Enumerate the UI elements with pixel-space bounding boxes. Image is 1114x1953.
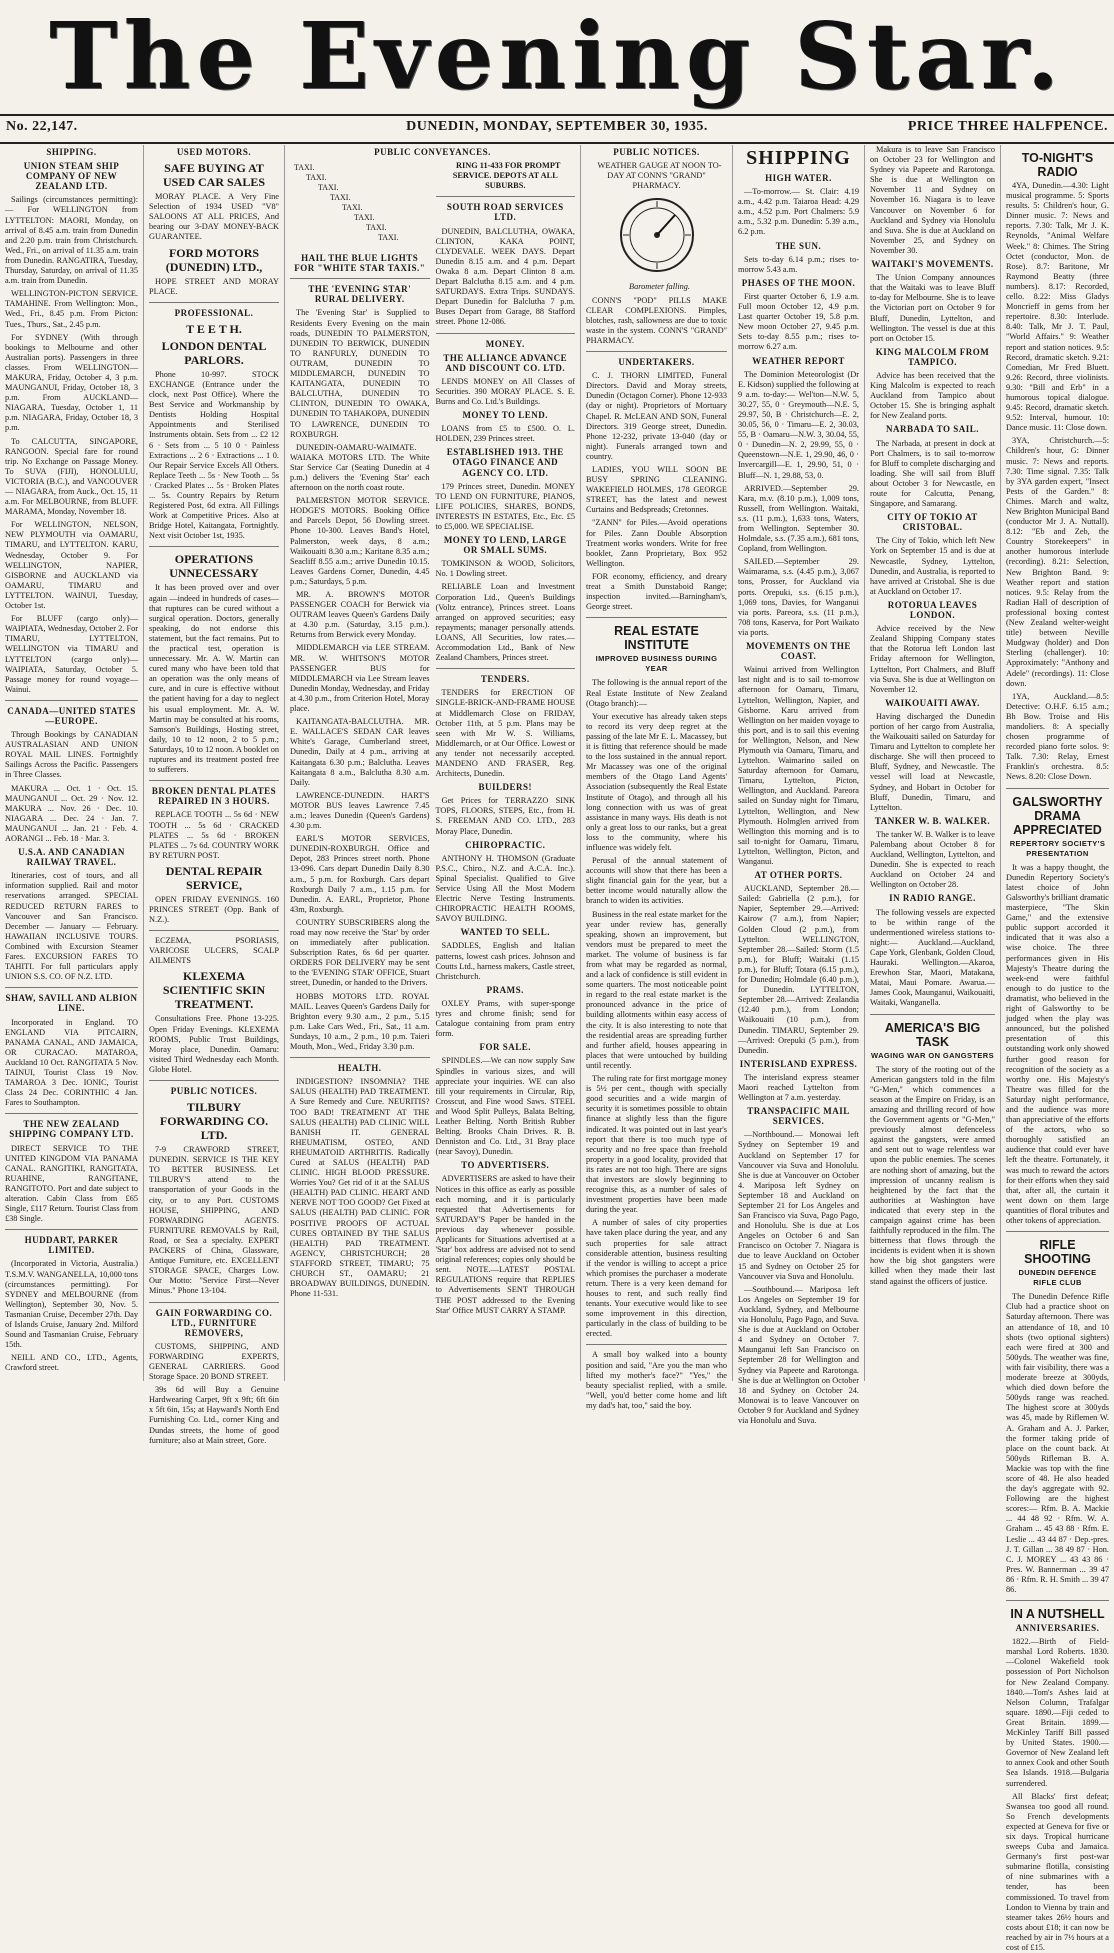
section-heading: NARBADA TO SAIL.: [886, 424, 979, 435]
article-paragraph: 39s 6d will Buy a Genuine Hardwearing Carpet, 9ft x 9ft; 6ft 6in x 5ft 6in, 15s; at Hayward's North End Furnishing Co. Ltd., corner King and Dundas streets, the home of good furniture; also at Main street, Gore.: [149, 1385, 279, 1445]
ad-heading: CANADA—UNITED STATES—EUROPE.: [7, 705, 136, 726]
article-paragraph: A number of sales of city properties have taken place during the year, and any such properties for sale attract considerable attention, business resulting if the vendor is willing to accept a price which promises the purchaser a moderate return. There is a very keen demand for houses to rent, and such really find tenants. Your executive would like to see some improvement in this direction, particularly in the class of building to be erected.: [586, 1218, 727, 1339]
section-heading: CHIROPRACTIC.: [465, 839, 546, 850]
article-paragraph: Incorporated in England. TO ENGLAND VIA PITCAIRN, PANAMA CANAL, AND JAMAICA, OR CURACAO. MATAROA, Auckland 10 Oct. RANGITATA 5 Nov. TAINUI, Tourist Class 19 Nov. TAMAROA 3 Dec. IONIC, Tourist Class 24 Dec. CORINTHIC 4 Jan. Fares to Southampton.: [5, 1017, 138, 1108]
article-headline: GALSWORTHY DRAMA APPRECIATED: [1012, 794, 1103, 837]
article-paragraph: The following vessels are expected to be within range of the undermentioned wireless stations to-night:— Auckland.—Auckland, Cape York, Glenbank, Golden Cloud, Hauraki. Wellington.—Akaroa, Erewhon Star, Maori, Matakana, Matai, Maui Pomare. Awarua.—James Cook, Maunganui, Waikouaiti, Waitaki, Wanganella.: [870, 907, 995, 1008]
ad-headline: LONDON DENTAL PARLORS.: [161, 338, 267, 367]
article-paragraph: 1822.—Birth of Field-marshal Lord Roberts. 1830.—Colonel Wakefield took possession of Port Nicholson for New Zealand Company. 1840.—Tom's Ashes laid at Nelson Column, Trafalgar square. 1890.—Fiji ceded to Great Britain. 1899.—McKinley Tariff Bill passed by United States. 1900.—Governor of New Zealand left to annex Cook and other South Sea Islands. 1918.—Bulgaria surrendered.: [1006, 1637, 1110, 1788]
article-paragraph: REPLACE TOOTH ... 5s 6d · NEW TOOTH ... 5s 6d · CRACKED PLATES ... 5s 6d · BROKEN PLATES ... 7s 6d. COUNTRY WORK BY RETURN POST.: [149, 810, 279, 860]
masthead-title: The Evening Star.: [49, 2, 1065, 110]
article-paragraph: HOBBS MOTORS LTD. ROYAL MAIL. Leaves Queen's Gardens Daily for Brighton every 9.30 a.m., 2 p.m., 5.15 p.m. Lake Cars Wed., Fri., Sat., 11 a.m. Sundays, 10 a.m., 2 p.m., 10 p.m. Taieri Mouth, Mon., Wed., Friday 3.30 p.m.: [290, 991, 430, 1052]
ad-heading: THE NEW ZEALAND SHIPPING COMPANY LTD.: [9, 1119, 134, 1140]
divider: [149, 302, 279, 303]
weather-gauge-notice: WEATHER GAUGE AT NOON TO-DAY AT CONN'S "GRAND" PHARMACY.: [597, 161, 722, 191]
column-shipping-news: [732, 145, 864, 1425]
article-subheadline: REPERTORY SOCIETY'S PRESENTATION: [1009, 838, 1106, 858]
ad-headline: T E E T H.: [186, 321, 242, 336]
taxi-slogan: HAIL THE BLUE LIGHTS FOR "WHITE STAR TAXIS.": [294, 253, 426, 274]
article-paragraph: Advice has been received that the King Malcolm is expected to reach Auckland from Tampico about October 15. She is bringing asphalt for New Zealand ports.: [870, 370, 995, 421]
section-heading: WANTED TO SELL.: [460, 927, 550, 938]
divider: [1006, 788, 1109, 789]
article-paragraph: Perusal of the annual statement of accounts will show that there has been a slight financial gain for the year, but a better income would naturally allow the branch to widen its activities.: [586, 856, 727, 906]
issue-date: DUNEDIN, MONDAY, SEPTEMBER 30, 1935.: [406, 119, 708, 134]
article-paragraph: Sets to-day 6.14 p.m.; rises to-morrow 5.43 a.m.: [738, 254, 859, 274]
ad-heading: UNION STEAM SHIP COMPANY OF NEW ZEALAND LTD.: [23, 161, 120, 192]
article-paragraph: ANTHONY H. THOMSON (Graduate P.S.C., Chiro., N.Z. and A.C.A. Inc.). Spinal Specialist. Qualified to Give Service Using All the Most Modern Electric Nerve Testing Instruments. CHIROPRACTIC HEALTH ROOMS, SAVOY BUILDING.: [435, 853, 575, 924]
article-paragraph: INDIGESTION? INSOMNIA? THE SALUS (HEALTH) PAD TREATMENT. A Sure Remedy and Cure. NEURITIS? TOO BAD! TREATMENT AT THE SALUS (HEALTH) PAD CLINIC WILL BANISH IT. GENERAL RHEUMATISM, OSTEO, AND RHEUMATOID ARTHRITIS. Radically Cured at SALUS (HEALTH) PAD CLINIC. HIGH BLOOD PRESSURE. Worries You? Get rid of it at the SALUS (HEALTH) PAD CLINIC. HEART AND NERVE NOT TOO GOOD? Get Fixed at SALUS (HEALTH) PAD CLINIC. FOR POSITIVE PROOFS OF ACTUAL CURES OBTAINED BY THE SALUS (HEALTH) PAD TREATMENT. AGENCY, CHRISTCHURCH; 28 STAFFORD STREET, TIMARU; 75 CHURCH ST., OAMARU; 21 BROADWAY BUILDINGS, DUNEDIN. Phone 11-531.: [290, 1077, 430, 1299]
divider: [5, 987, 138, 988]
column-public-notices: [580, 145, 732, 1410]
article-paragraph: To CALCUTTA, SINGAPORE, RANGOON. Special fare for round trip. No Exchange on Passage Money. To SUVA (FIJI), HONOLULU, VICTORIA (B.C.), and VANCOUVER— NIAGARA, from Auck., Oct. 15, 11 a.m. For MELBOURNE, from BLUFF. MARAMA, Monday, November 18.: [5, 436, 138, 517]
barometer-dial: [586, 195, 727, 278]
section-heading: KING MALCOLM FROM TAMPICO.: [875, 346, 990, 367]
article-paragraph: DUNEDIN, BALCLUTHA, OWAKA, CLINTON, KAKA POINT, CLYDEVALE. WEEK DAYS. Depart Dunedin 8.15 a.m. and 4 p.m. Depart Owaka 8 a.m. Depart Clinton 8 a.m. Depart Balclutha 8.15 a.m. and 4 p.m. SATURDAYS. Extra Trips. SUNDAYS. Depart Dunedin for Balclutha 7 p.m. Buses Depart from Garage, 88 Stafford street. Phone 12-086.: [435, 226, 575, 327]
sailing-table: MAKURA ... Oct. 1 · Oct. 15. MAUNGANUI ... Oct. 29 · Nov. 12. MAKURA ... Nov. 26 · Dec. 10. NIAGARA ... Dec. 24 · Jan. 7. MAUNGANUI ... Jan. 21 · Feb. 4. AORANGI ... Feb. 18 · Mar. 3.: [5, 783, 138, 843]
article-paragraph: CONN'S "POD" PILLS MAKE CLEAR COMPLEXIONS. Pimples, blotches, rash, sallowness are due to toxic waste in the system. CONN'S "GRAND" PHARMACY.: [586, 295, 727, 345]
article-paragraph: PALMERSTON MOTOR SERVICE. HODGE'S MOTORS. Booking Office and Parcels Depot, 56 Dowling street. Phone 10-300. Leaves Band's Hotel, Palmerston, week days, 8 a.m.; Waikouaiti 8.30 a.m.; Karitane 8.35 a.m.; Seacliff 8.55 a.m.; arrive Dunedin 10.15. Leaves Gardens Corner, Dunedin, 4.45 p.m.; Saturdays, 5 p.m.: [290, 496, 430, 586]
divider: [290, 278, 430, 279]
section-heading: HIGH WATER.: [765, 173, 832, 183]
article-paragraph: WELLINGTON-PICTON SERVICE. TAMAHINE. From Wellington: Mon., Wed., Fri., 8.45 p.m. From Picton: Tues., Thurs., Sat., 2.45 p.m.: [5, 289, 138, 329]
column-advertisements: [143, 145, 284, 1445]
section-heading: ANNIVERSARIES.: [1015, 1623, 1100, 1634]
section-heading: CITY OF TOKIO AT CRISTOBAL.: [887, 512, 978, 533]
article-paragraph: TENDERS for ERECTION OF SINGLE-BRICK-AND-FRAME HOUSE at Middlemarch Close on FRIDAY, October 11th, at 5 p.m. Plans may be seen with Mr W. S. Williams, Middlemarch, or at Our Office. Lowest or any tender not necessarily accepted. MANDENO AND FRASER, Reg. Architects, Dunedin.: [435, 688, 575, 779]
article-paragraph: Itineraries, cost of tours, and all information supplied. Rail and motor reservations arranged. SPECIAL REDUCED RETURN FARES to Vancouver and San Francisco. December — January — February. HAWAIIAN INCLUSIVE TOURS. Combined with Excursion Steamer Fares. EXCURSION FARES TO TAHITI. For full particulars apply UNION S.S. CO. OF N.Z. LTD.: [5, 871, 138, 982]
section-heading: PRAMS.: [486, 984, 524, 995]
article-paragraph: Business in the real estate market for the year under review has, generally speaking, shown an improvement, but vendors must be prepared to meet the market. The volume of business is far from what may be regarded as normal, and a lack of confidence is still evident in some quarters. The most noticeable point in regard to the real estate market is the pronounced advance in the price of building allotments within easy access of the city. It is also interesting to note that the residential areas are spreading further and further afield, houses appearing in places that were untouched by building until recently.: [586, 909, 727, 1070]
article-paragraph: NEILL AND CO., LTD., Agents, Crawford street.: [5, 1353, 138, 1373]
article-paragraph: TOMKINSON & WOOD, Solicitors, No. 1 Dowling street.: [435, 559, 575, 579]
taxi-word: TAXI.: [354, 213, 375, 223]
taxi-word: TAXI.: [294, 163, 315, 173]
weather-table: The Dominion Meteorologist (Dr E. Kidson) supplied the following at 9 a.m. to-day:— Wel'ton—N.W. 5, 30.27, 55, 0 · Greymouth—N.E. 5, 29.97, 50, B · Christchurch—E. 2, 30.05, 56, 0 · Timaru—E. 2, 30.03, 55, B · Oamaru—N.W. 3, 30.04, 55, 0 · Dunedin—N. 2, 29.99, 55, 0 · Queenstown—N.E. 1, 29.90, 46, 0 · Invercargill—E. 1, 29.90, 51, 0 · Bluff—N. 1, 29.88, 53, 0.: [738, 369, 859, 480]
article-paragraph: CUSTOMS, SHIPPING, AND FORWARDING EXPERTS, GENERAL CARRIERS. Good Storage Space. 20 BOND STREET.: [149, 1341, 279, 1382]
article-paragraph: The Union Company announces that the Waitaki was to leave Bluff to-day for Melbourne. She is to leave the Victorian port on October 9 for Bluff, Dunedin, Lyttelton, and Wellington. The vessel is due at this port on October 15.: [870, 273, 995, 343]
taxi-word: TAXI.: [342, 203, 363, 213]
article-paragraph: For SYDNEY (With through bookings to Melbourne and other Australian ports). Passengers in three classes. From WELLINGTON— MAKURA, Friday, October 4, 3 p.m. MAUNGANUI, Friday, October 18, 3 p.m. From AUCKLAND— NIAGARA, Tuesday, October 1, 11 p.m. NIAGARA, Friday, October 18, 3 p.m.: [5, 332, 138, 433]
section-heading: BUILDERS!: [478, 782, 532, 793]
taxi-ring-notice: RING 11-433 FOR PROMPT SERVICE. DEPOTS AT ALL SUBURBS.: [452, 161, 561, 191]
article-paragraph: 7-9 CRAWFORD STREET, DUNEDIN. SERVICE IS THE KEY TO BETTER BUSINESS. Let TILBURY'S attend to the transportation of your Goods in the city, or to any Port. CUSTOMS HOUSE, SHIPPING, AND FORWARDING AGENTS. FURNITURE REMOVALS by Rail, Road, or Sea a specialty. EXPERT PACKERS of China, Glassware, Antique Furniture, etc. EXCELLENT STORAGE SPACE, Charges Low. Our Motto: "Service First—Never Minus." Phone 13-104.: [149, 1145, 279, 1296]
article-paragraph: MR. A. BROWN'S MOTOR PASSENGER COACH for Berwick via OUTRAM leaves Queen's Gardens Daily at 4.30 p.m. (Saturday, 3.15 p.m.). Returns from Berwick every Monday.: [290, 590, 430, 640]
section-heading: PUBLIC NOTICES.: [613, 147, 700, 157]
divider: [586, 1344, 727, 1345]
divider: [436, 196, 576, 197]
divider: [586, 351, 727, 352]
column-public-conveyances: [284, 145, 580, 1381]
section-heading: PROFESSIONAL.: [174, 307, 254, 318]
article-paragraph: A small boy walked into a bounty position and said, "Are you the man who lifted my mother's face?" "Yes," the beauty specialist replied, with a smile. "Well, you'd better come home and lift my dad's hat, too," said the boy.: [586, 1350, 727, 1410]
article-paragraph: It was a happy thought, the Dunedin Repertory Society's latest choice of John Galsworthy's brilliant dramatic masterpiece, "The Skin Game," and the extensive public support accorded it indicated that it was also a wise choice. The three performances given in His Majesty's Theatre during the week-end were faithful enough to do justice to the dramatist, who believed in the right of Galsworthy to be judged when the play was announced, but the polished presentation of this outstanding work only showed further good reason for recognition of the society as a worthy one. His Majesty's Theatre was filled for the Saturday night performance, and the audience was more than appreciative of the efforts of the actors, who so thoroughly satisfied an audience that could ever have left the theatre. Fortunately, it was much to reward the actors for their efforts when they said that, after all, the curtain it went down on them large quantities of floral tributes and other tokens of appreciation.: [1006, 862, 1109, 1225]
ad-heading: U.S.A. AND CANADIAN RAILWAY TRAVEL.: [18, 847, 125, 868]
taxi-word: TAXI.: [366, 223, 387, 233]
section-heading: PUBLIC NOTICES.: [170, 1086, 258, 1096]
article-paragraph: Phone 10-997. STOCK EXCHANGE (Entrance under the clock, next Post Office). Where the Best Service and Workmanship by Dentists Holding Hospital Appointments and Sterilised Instruments obtain. Sets from ... £2 12 6 · Sets from ... 5 10 0 · Painless Extractions ... 2 6 · Extractions ... 1 0. Our Repair Service Excels All Others. Replace Teeth ... 5s · New Tooth ... 5s · Cracked Plates ... 5s · Broken Plates ... 5s. Country Repairs by Return Registered Post, 6d extra. All Fillings Work at Competitive Prices. Also at Bridge Hotel, Kaitangata, Fortnightly. Next visit October 1st, 1935.: [149, 369, 279, 541]
section-heading: WAIKOUAITI AWAY.: [885, 697, 980, 708]
article-paragraph: COUNTRY SUBSCRIBERS along the road may now receive the 'Star' by order on immediately after publication. Subscription Rates, 6s 6d per quarter. ORDERS FOR DELIVERY may be sent to the 'EVENING STAR' OFFICE, Stuart street, Dunedin, or handed to the Drivers.: [290, 917, 430, 988]
column-shipping-lines: [0, 145, 143, 1381]
ad-heading: THE ALLIANCE ADVANCE AND DISCOUNT CO. LTD.: [443, 352, 568, 373]
article-paragraph: LENDS MONEY on All Classes of Securities. 390 MORAY PLACE. S. E. Burns and Co. Ltd.'s Buildings.: [435, 376, 575, 406]
article-paragraph: The Dunedin Defence Rifle Club had a practice shoot on Saturday afternoon. There was an attendance of 18, and 10 shots (two optional sighters) each were fired at 300 and 500yds. The weather was fine, with fair visibility, there was a moderate breeze at 300yds, which died down before the 500yds range was reached. The highest score at 300yds was 45, made by Riflemen W. A. Graham and A. J. Parker, the former taking pride of place on the count back. At 500yds Rifleman B. A. Mackie was top with the fine score of 48. He also headed the day's aggregate with 92. Following are the highest scores:— Rfm. B. A. Mackie ... 44 48 92 · Rfm. W. A. Graham ... 45 43 88 · Rfm. E. Leslie ... 43 44 87 · Dep.-pres. J. T. Gillan ... 38 49 87 · Hon. C. J. MOREY ... 43 43 86 · Pres. W. Bannerman ... 39 47 86 · Rfm. R. H. Smith ... 39 47 86.: [1006, 1292, 1109, 1594]
article-paragraph: (Incorporated in Victoria, Australia.) T.S.M.V. WANGANELLA, 10,000 tons (circumstances permitting). For SYDNEY and MELBOURNE (from Wellington), September 30, Nov. 5. Tasmanian Cruise, December 27th. Day of Islands Cruise, January 2nd. Milford Sound and Tasmanian Cruise, February 15th.: [5, 1259, 138, 1350]
article-paragraph: Sailings (circumstances permitting):— For WELLINGTON from LYTTELTON: MAORI, Monday, on arrival of 8.45 a.m. train from Dunedin and 2.20 p.m. train from Christchurch. Wed., Fri., on arrival of 11.35 a.m. train from Dunedin. RANGATIRA, Tuesday, Thursday, Saturday, on arrival of 11.35 a.m. train from Dunedin.: [5, 195, 138, 286]
taxi-word: TAXI.: [330, 193, 351, 203]
article-paragraph: The tanker W. B. Walker is to leave Palembang about October 8 for Auckland, Wellington, Lyttelton, and Dunedin. She is expected to reach Auckland on October 24 and Wellington on October 28.: [870, 829, 995, 890]
ad-headline: TILBURY FORWARDING CO. LTD.: [159, 1100, 269, 1143]
divider: [149, 546, 279, 547]
article-paragraph: Having discharged the Dunedin portion of her cargo from Australia, the Waikouaiti sailed on Saturday for Timaru and Lyttelton to complete her discharge. She will then proceed to Bluff, Sydney, and Newcastle. The vessel will load at Newcastle, Sydney, and Hobart in October for Bluff, Dunedin, Timaru, and Lyttelton.: [870, 711, 995, 812]
section-heading: WAITAKI'S MOVEMENTS.: [871, 259, 994, 270]
section-heading: SHIPPING.: [46, 147, 97, 157]
ad-heading: THE 'EVENING STAR' RURAL DELIVERY.: [308, 284, 412, 305]
divider: [149, 930, 279, 931]
article-paragraph: 4YA, Dunedin.—4.30: Light musical programme. 5: Sports results. 5: Children's hour, G. Dinner music. 7: News and reports. 7.30: Talk, Mr J. K. Reynolds, "Animal Welfare Week." 8: Chimes. The String Octet (conductor, Mon. de Rose). 8.7: Baritone, Mr Raymond Beatty (three numbers). 8.17: Recorded, cello. 8.22: Miss Gladys Moncrieff in gems from her repertoire. 8.30: Interlude. 8.40: Talk, Mr J. T. Paul, "World Affairs." 9: Weather report and station notices. 9.5: Record, dramatic sketch. 9.21: Comedian, Mr Fred Bluett. 9.26: Record, three violinists. 9.30: "Bill and Erb" in a humorous topical dialogue. 9.45: Record, dramatic sketch. 9.52: Interval, humour. 10: Dance music. 11: Close down.: [1006, 181, 1109, 433]
article-paragraph: KAITANGATA-BALCLUTHA. MR. E. WALLACE'S SEDAN CAR leaves White's Garage, Cumberland street, Dunedin, Daily at 4 p.m., arriving at Kaitangata 6.30 p.m.; Balclutha. Leaves Kaitangata 8 a.m., Balclutha 8.30 a.m. Daily.: [290, 717, 430, 787]
article-paragraph: "ZANN" for Piles.—Avoid operations for Piles. Zann Double Absorption Treatment works wonders. Write for free booklet, Zann Proprietary, Box 952 Wellington.: [586, 518, 727, 568]
article-paragraph: The interisland express steamer Maori reached Lyttelton from Wellington at 7 a.m. yesterday.: [738, 1072, 859, 1103]
divider: [1006, 1600, 1109, 1601]
section-heading: TENDERS.: [480, 674, 530, 685]
section-heading: TRANSPACIFIC MAIL SERVICES.: [747, 1106, 850, 1127]
ad-headline: KLEXEMA SCIENTIFIC SKIN TREATMENT.: [162, 969, 266, 1012]
article-paragraph: AUCKLAND, September 28.—Sailed: Gabriella (2 p.m.), for Napier, September 29.—Arrived: Kairow (7 a.m.), from Napier; Golden Cloud (2 p.m.), from Lyttelton. WELLINGTON, September 28.—Sailed: Storm (1.5 p.m.), for Bluff; Waitaki (1.15 p.m.), for Bluff; Totara (6.15 p.m.), for Dunedin; Holmdale (6.40 p.m.), for Dunedin. LYTTELTON, September 28.—Arrived: Zealandia (12.40 p.m.), from London; Waikouaiti (10 p.m.), from Dunedin. TIMARU, September 29.—Arrived: Orepuki (5 p.m.), from Dunedin.: [738, 884, 859, 1055]
section-heading: MOVEMENTS ON THE COAST.: [746, 641, 851, 662]
article-subheadline: WAGING WAR ON GANGSTERS: [871, 1050, 994, 1060]
article-paragraph: It has been proved over and over again —indeed in hundreds of cases—that ruptures can be cured without a surgical operation. Doctors, generally speaking, do not endorse this statement, but the fact remains. Put to the practical test, operation is unnecessary. Mr. A. W. Martin can cured many who have been told that an operation was the only means of cure, and in cure is effective without the patient having for a day to neglect his usual employment. Mr. A. W. Martin may be consulted at his rooms, Samson's Buildings, Hosting street, daily, 10 to 12 noon, 2 to 5 p.m.; Saturdays, 10 to 12 noon. A booklet on ruptures and its treatment posted free to sufferers.: [149, 583, 279, 775]
article-paragraph: The ruling rate for first mortgage money is 5½ per cent., though with specially good securities and a wide margin of security it is sometimes possible to obtain finance at slightly less than the figure indicated. It was pointed out in last year's report that there is too much type of security and no free space than freehold property in a good locality, provided that its rates are not too high. There are signs that investors are slowly beginning to recognise this, as a number of sales of investment properties have been made during the year.: [586, 1074, 727, 1215]
ad-headline: FORD MOTORS (DUNEDIN) LTD.,: [165, 245, 263, 274]
article-paragraph: For WELLINGTON, NELSON, NEW PLYMOUTH via OAMARU, TIMARU, and LYTTELTON. KARU, Wednesday, October 9. For WELLINGTON, NAPIER, GISBORNE and AUCKLAND via OAMARU, TIMARU and LYTTELTON. WAINUI, Tuesday, October 1st.: [5, 520, 138, 611]
section-heading: USED MOTORS.: [176, 147, 252, 157]
article-paragraph: Get Prices for TERRAZZO SINK TOPS, FLOORS, STEPS, Etc., from H. S. FREEMAN AND CO. LTD., 283 Moray Place, Dunedin.: [435, 796, 575, 836]
article-paragraph: MIDDLEMARCH via LEE STREAM. MR. W. WHITSON'S MOTOR PASSENGER BUS for MIDDLEMARCH via Lee Stream leaves Dunedin Monday, Wednesday, and Friday at 4.30 p.m., from Criterion Hotel, Moray place.: [290, 643, 430, 714]
article-paragraph: All Blacks' first defeat; Swansea too good all round. So French developments expected at Geneva for five or six days. Tropical hurricane sweeps Cuba and Jamaica. Germany's first post-war submarine flotilla, consisting of nine submarines with a tender, has been commissioned. To travel from London to Vienna by train and steamer takes 26½ hours and costs about £18; it can now be reached by air in 7½ hours at a cost of £15.: [1006, 1791, 1109, 1952]
article-paragraph: LADIES, YOU WILL SOON BE BUSY SPRING CLEANING. WAKEFIELD HOLMES, 178 GEORGE STREET, has the latest and newest Curtains and Bedspreads; Cretonnes.: [586, 464, 727, 515]
article-paragraph: SPINDLES.—We can now supply Saw Spindles in various sizes, and will appreciate your inquiries. WE can also fill your requirements in Circular, Rip, Crosscut, and Fine wood Saws. STEEL and Wood Split Pulleys, Balata Belting, Leather Belting. North British Rubber Belting. Brooks Chain Drives. R. B. Denniston and Co. Ltd., 31 Bray place (near Savoy), Dunedin.: [435, 1056, 575, 1157]
article-headline: TO-NIGHT'S RADIO: [1021, 151, 1094, 179]
section-heading: PUBLIC CONVEYANCES.: [374, 147, 491, 157]
article-paragraph: Your executive has already taken steps to record its very deep regret at the passing of the late Mr E. L. Macassey, but it is fitting that reference should be made to the loss sustained in the annual report. Mr Macassey was one of the original members of the Otago Land Agents' Association (subsequently the Real Estate Institute of Otago), and through all his long connection with us was of great assistance in many ways. His death is not only a great loss to our ranks, but a great loss to the community, where his influence was widely felt.: [586, 711, 727, 852]
article-paragraph: DUNEDIN-OAMARU-WAIMATE. WAIAKA MOTORS LTD. The White Star Service Car (Seating Dunedin at 4 p.m.) delivers the 'Evening Star' each afternoon on the north coast route.: [290, 442, 430, 493]
divider: [149, 1080, 279, 1081]
article-paragraph: Consultations Free. Phone 13-225. Open Friday Evenings. KLEXEMA ROOMS, Public Trust Buildings, Moray place, Dunedin. Oamaru: visited Third Wednesday each Month. Globe Hotel.: [149, 1014, 279, 1074]
taxi-graphic: [290, 161, 430, 251]
divider: [5, 1113, 138, 1114]
article-paragraph: The story of the rooting out of the American gangsters told in the film "G-Men," which commences a season at the Empire on Friday, is an amazing and thrilling record of how the Government agents or "G-Men," previously almost defenceless against the gangsters, were armed and sent out to wage relentless war upon the public enemies. The scenes are nothing short of amazing, but the impression of uncanny realism is heightened by the fact that the authorities at Washington have indicated that every step in the campaign against crime has been faithfully reproduced in the film. The bitterness that flows through the incidents is evident when it is shown how the big shot gangsters were killed when they made their last stand against the officers of justice.: [870, 1064, 995, 1286]
article-paragraph: Makura is to leave San Francisco on October 23 for Wellington and Sydney via Papeete and Rarotonga. She is due at Wellington on November 11 and Sydney on November 16. Niagara is to leave Vancouver on November 6 for Auckland and Sydney via Honolulu and Suva. She is due at Auckland on November 25, and Sydney on November 30.: [870, 145, 995, 255]
article-paragraph: 1YA, Auckland.—8.5: Detective: O.H.F. 6.15 a.m.; Bh Bow. Troise and His mandoliers. 8: A specially chosen programme of recorded piano forte solos. 9: Talk. 7.30: Relay, Ernest Franklin's orchestra. 8.5: News. 8.20: Close Down.: [1006, 691, 1109, 782]
ad-headline: SAFE BUYING AT USED CAR SALES: [162, 161, 266, 190]
article-paragraph: HOPE STREET AND MORAY PLACE.: [149, 276, 279, 296]
section-heading: UNDERTAKERS.: [618, 357, 695, 368]
taxi-word: TAXI.: [378, 233, 399, 243]
article-paragraph: ARRIVED.—September 29. Kara, m.v. (8.10 p.m.), 1,009 tons, Russell, from Wellington. Waitaki, s.s. (11 p.m.), 1,633 tons, Waters, from Wellington. September 30. Holmdale, s.s. (7.35 a.m.), 681 tons, Copland, from Wellington.: [738, 483, 859, 554]
article-paragraph: LOANS from £5 to £500. O. L. HOLDEN, 239 Princes street.: [435, 424, 575, 444]
article-paragraph: —To-morrow.— St. Clair: 4.19 a.m., 4.42 p.m. Taiaroa Head: 4.29 a.m., 4.52 p.m. Port Chalmers: 5.9 a.m., 5.32 p.m. Dunedin: 5.39 a.m., 6.2 p.m.: [738, 187, 859, 237]
section-heading: INTERISLAND EXPRESS.: [739, 1058, 858, 1069]
article-paragraph: ECZEMA, PSORIASIS, VARICOSE ULCERS, SCALP AILMENTS: [149, 936, 279, 966]
divider: [436, 668, 576, 669]
barometer-icon: [617, 195, 697, 275]
ad-heading: GAIN FORWARDING CO. LTD., FURNITURE REMOVERS,: [155, 1307, 273, 1338]
ad-heading: ESTABLISHED 1913. THE OTAGO FINANCE AND AGENCY CO. LTD.: [446, 447, 564, 478]
article-paragraph: —Northbound.— Monowai left Sydney on September 19 and Auckland on September 17 for Vancouver via Suva and Honolulu. She is due at Vancouver on October 4. Mariposa left Sydney on September 18 and Auckland on September 21 for Los Angeles and San Francisco via Suva, Pago Pago, and Honolulu. She is due at Los Angeles on October 6 and San Francisco on October 7. Niagara is due to leave Auckland on October 15 and Sydney on October 25 for Vancouver via Suva and Honolulu.: [738, 1130, 859, 1281]
article-paragraph: SADDLES, English and Italian patterns, lowest cash prices. Johnson and Coutts Ltd., harness makers, Castle street, Christchurch.: [435, 941, 575, 981]
ad-heading: BROKEN DENTAL PLATES REPAIRED IN 3 HOURS.: [151, 786, 277, 807]
article-headline: REAL ESTATE INSTITUTE: [614, 624, 699, 653]
article-paragraph: SAILED.—September 29. Waimarama, s.s. (4.45 p.m.), 3,067 tons, Prosser, for Auckland via ports. Orepuki, s.s. (6.15 p.m.), 1,069 tons, Davies, for Wanganui via ports. Pareora, s.s. (11 p.m.), 708 tons, Kaserva, for Port Waikato via ports.: [738, 557, 859, 637]
article-paragraph: OXLEY Prams, with super-sponge tyres and chrome finish; send for Catalogue containing from pram entry form.: [435, 998, 575, 1039]
section-heading: IN RADIO RANGE.: [889, 893, 976, 904]
article-paragraph: Wainui arrived from Wellington last night and is to sail to-morrow afternoon for Oamaru, Timaru, Lyttelton, Wellington, Napier, and Gisborne. Karu arrived from Wellington on her maiden voyage to this port, and is to sail this evening for Wellington, Nelson, and New Plymouth via Oamaru, Timaru, and Lyttelton. Waimarino sailed on Saturday afternoon for Oamaru, Timaru, Lyttelton, Picton, Wellington, and Auckland. Pareora sailed on Sunday night for Timaru, Lyttelton, Wellington, and New Plymouth. Holmglen arrived from Wellington this morning and is to sail to-night for Oamaru, Timaru, Lyttelton, Wellington, Picton, and Wanganui.: [738, 665, 859, 866]
article-paragraph: OPEN FRIDAY EVENINGS. 160 PRINCES STREET (Opp. Bank of N.Z.).: [149, 894, 279, 925]
article-paragraph: EARL'S MOTOR SERVICES, DUNEDIN-ROXBURGH. Office and Depot, 283 Princes street north. Phone 13-096. Cars depart Dunedin Daily 8.30 a.m., 5 p.m. for Roxburgh. Cars depart Roxburgh Daily 7 a.m., 1.15 p.m. for Dunedin. A. EARL, Proprietor, Phone 43m, Roxburgh.: [290, 834, 430, 914]
article-paragraph: 3YA, Christchurch.—5: Children's hour, G: Dinner music. 7: News and reports. 7.30: Time signal. 7.35: Talk by 3YA garden expert, "Insect Pests of the Garden." 8: Chimes. March and waltz, New Brighton Municipal Band (conductor Mr J. A. Nuttall). 8.12: "Eb and Zeb, the Country Storekeepers" in another humorous interlude (recording). 8.21: Selection, New Brighton Band. 9: Weather report and station notices. 9.5: Relay from the Radian Hall of description of professional boxing contest (New Zealand welter-weight title) between Neville Mudgway (holder) and Don Sterling (challenger). 10: Approximately: "Anthony and Adele" (recordings). 11: Close down.: [1006, 436, 1110, 688]
column-radio-and-news: [1000, 145, 1114, 1952]
article-paragraph: The City of Tokio, which left New York on September 15 and is due at Newcastle, Sydney, Lyttelton, Dunedin, and Australia, is reported to have arrived at Cristobal. She is due at Auckland on October 17.: [870, 536, 995, 596]
article-paragraph: MORAY PLACE. A Very Fine Selection of 1934 USED "V8" SALOONS AT ALL PRICES, And bearing our 3-DAY MONEY-BACK GUARANTEE.: [149, 192, 279, 242]
article-headline: RIFLE SHOOTING: [1024, 1238, 1091, 1267]
article-subheadline: DUNEDIN DEFENCE RIFLE CLUB: [1018, 1268, 1097, 1288]
dateline-bar: [0, 114, 1114, 144]
article-headline: AMERICA'S BIG TASK: [884, 1020, 981, 1049]
divider: [5, 700, 138, 701]
issue-price: PRICE THREE HALFPENCE.: [907, 119, 1108, 134]
ad-headline: OPERATIONS UNNECESSARY: [169, 552, 259, 581]
issue-number: No. 22,147.: [6, 119, 78, 134]
article-paragraph: The following is the annual report of the Real Estate Institute of New Zealand (Otago branch):—: [586, 678, 727, 708]
section-masthead: SHIPPING: [746, 147, 851, 169]
section-heading: AT OTHER PORTS.: [754, 870, 843, 881]
section-heading: TANKER W. B. WALKER.: [874, 815, 991, 826]
article-paragraph: Through Bookings by CANADIAN AUSTRALASIAN AND UNION ROYAL MAIL LINES. Fortnightly Sailings Across the Pacific. Passengers in Three Classes.: [5, 730, 138, 780]
article-paragraph: 179 Princes street, Dunedin. MONEY TO LEND ON FURNITURE, PIANOS, LIFE POLICIES, SHARES, BONDS, INTERESTS IN ESTATES, Etc., Etc. £5 to £5,000. WE SPECIALISE.: [435, 481, 575, 531]
section-heading: THE SUN.: [775, 240, 822, 251]
divider: [290, 1057, 430, 1058]
section-heading: PHASES OF THE MOON.: [741, 277, 856, 288]
article-paragraph: Advice received by the New Zealand Shipping Company states that the Rotorua left London last Friday afternoon for Wellington, Lyttelton, Port Chalmers, and Bluff via Suva. She is due at Wellington on November 12.: [870, 624, 995, 694]
divider: [586, 617, 727, 618]
section-heading: WEATHER REPORT: [752, 355, 845, 366]
divider: [149, 1302, 279, 1303]
column-shipping-movements: [864, 145, 1000, 1381]
article-paragraph: C. J. THORN LIMITED, Funeral Directors. David and Moray streets, Dunedin (Octagon Corner). Phone 12-933 (day or night). Proprietors of Mortuary Chapel. R. McLEAN AND SON, Funeral Directors. 319 George street, Dunedin. Phone 12-232, private 13-040 (day or night). Funerals arranged town and country.: [586, 371, 727, 461]
section-heading: MONEY.: [485, 338, 525, 349]
article-paragraph: The Narbada, at present in dock at Port Chalmers, is to sail to-morrow for Bluff to complete discharging and loading. She will sail from Bluff about October 3 for Newcastle, en route for Calcutta, Penang, Singapore, and Samarang.: [870, 438, 995, 509]
divider: [149, 780, 279, 781]
ad-headline: DENTAL REPAIR SERVICE,: [165, 863, 263, 892]
article-paragraph: RELIABLE Loan and Investment Corporation Ltd., Queen's Buildings (Voltz entrance), Princes street. Loans arranged on approved securities; easy repayments; manager personally attends. LOANS, All Securities, low rates.—Accommodation Ltd., Bank of New Zealand Chambers, Princes street.: [435, 582, 575, 663]
article-headline: IN A NUTSHELL: [1010, 1607, 1105, 1622]
taxi-word: TAXI.: [306, 173, 327, 183]
article-paragraph: LAWRENCE-DUNEDIN. HART'S MOTOR BUS leaves Lawrence 7.45 a.m.; leaves Dunedin (Queen's Gardens) 4.30 p.m.: [290, 790, 430, 831]
ad-heading: SHAW, SAVILL AND ALBION LINE.: [5, 993, 138, 1014]
article-paragraph: DIRECT SERVICE TO THE UNITED KINGDOM VIA PANAMA CANAL. RANGITIKI, RANGITATA, RUAHINE, RANGITANE, RANGITOTO. Port and date subject to alteration. Cabin Class from £65 Single, £117 Return. Tourist Class from £38 Single.: [5, 1143, 138, 1224]
divider: [870, 1014, 995, 1015]
article-subheadline: IMPROVED BUSINESS DURING YEAR: [595, 654, 718, 674]
article-paragraph: For BLUFF (cargo only)— WAIPIATA, Wednesday, October 2. For TIMARU, LYTTELTON, WELLINGTON via TIMARU and LYTTELTON (cargo only)— WAIPIATA, Saturday, October 5. Passage money for round voyage— Wainui.: [5, 614, 138, 694]
ad-heading: SOUTH ROAD SERVICES LTD.: [446, 202, 564, 223]
article-paragraph: The 'Evening Star' is Supplied to Residents Every Evening on the main roads, DUNEDIN TO PALMERSTON, DUNEDIN TO BERWICK, DUNEDIN TO RANFURLY, DUNEDIN TO OUTRAM, DUNEDIN TO MIDDLEMARCH, DUNEDIN TO KAITANGATA, DUNEDIN TO BALCLUTHA, DUNEDIN TO CLINTON, DUNEDIN TO OWAKA, DUNEDIN TO TAHAKOPA, DUNEDIN TO LAWRENCE, DUNEDIN TO ROXBURGH.: [290, 308, 430, 439]
taxi-word: TAXI.: [318, 183, 339, 193]
section-heading: TO ADVERTISERS.: [461, 1160, 550, 1171]
ad-heading: HUDDART, PARKER LIMITED.: [24, 1235, 119, 1256]
masthead: [0, 0, 1114, 112]
ad-heading: MONEY TO LEND.: [462, 410, 549, 421]
barometer-caption: Barometer falling.: [629, 282, 690, 292]
divider: [436, 333, 576, 334]
section-heading: FOR SALE.: [479, 1042, 531, 1053]
divider: [5, 1229, 138, 1230]
divider: [1006, 1231, 1109, 1232]
article-paragraph: First quarter October 6, 1.9 a.m. Full moon October 12, 4.9 p.m. Last quarter October 19, 5.8 p.m. New moon October 27, 9.45 p.m. Sets to-day 8.55 p.m.; rises to-morrow 6.27 a.m.: [738, 291, 859, 352]
article-paragraph: —Southbound.— Mariposa left Los Angeles on September 19 for Auckland, Sydney, and Melbourne via Honolulu, Pago Pago, and Suva. She is due at Auckland on October 4 and Sydney on October 7. Maunganui left San Francisco on September 28 for Wellington and Sydney via Papeete and Rarotonga. She is due at Wellington on October 18 and Sydney on October 24. Monowai is to leave Vancouver on October 9 for Auckland and Sydney via Honolulu and Suva.: [738, 1284, 859, 1425]
section-heading: HEALTH.: [338, 1063, 382, 1074]
section-heading: ROTORUA LEAVES LONDON.: [887, 599, 978, 621]
article-paragraph: ADVERTISERS are asked to have their Notices in this office as early as possible each morning, and it is particularly requested that Advertisements for SATURDAY'S Paper be handed in the previous day whenever possible. Applicants for Situations advertised at a 'Star' box address are advised not to send original references; copies only should be sent. NOTE.—LATEST POSTAL REGULATIONS require that REPLIES to Advertisements SENT THROUGH THE POST addressed to the Evening Star' Office MUST CARRY A STAMP.: [435, 1174, 575, 1315]
ad-heading: MONEY TO LEND, LARGE OR SMALL SUMS.: [443, 535, 567, 556]
article-paragraph: FOR economy, efficiency, and dreary treat a Smith Dunstaboid Range; inspection invited.—Barningham's, George street.: [586, 571, 727, 612]
